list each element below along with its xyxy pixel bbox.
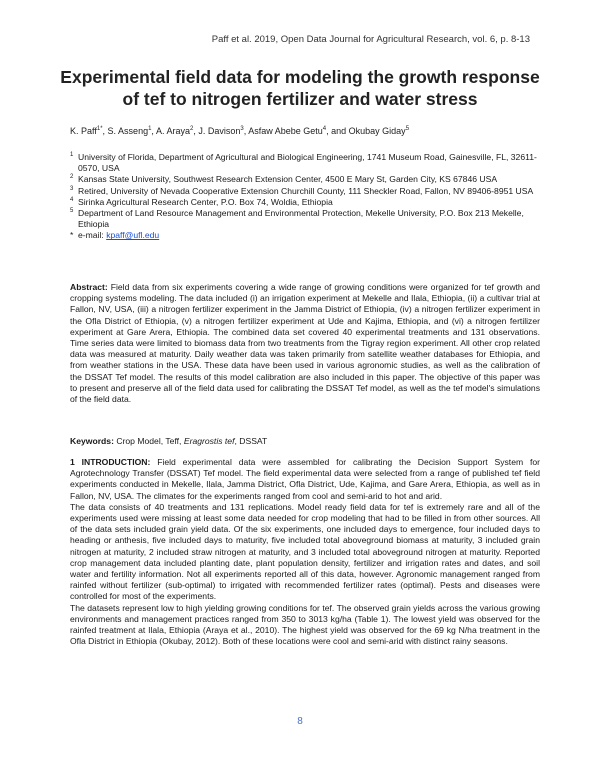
affiliation: 1 University of Florida, Department of Agricultural and Biological Engineering, 1741 Museum Road, Gainesville, FL, 32611-0570, USA xyxy=(70,152,537,174)
paper-title: Experimental field data for modeling the growth response of tef to nitrogen fertilizer and water stress xyxy=(60,67,540,109)
abstract xyxy=(70,282,540,405)
affiliation: 5 Department of Land Resource Management and Environmental Protection, Mekelle University, P.O. Box 213 Mekelle, Ethiopia xyxy=(70,208,524,230)
author: Asfaw Abebe Getu$^4$ xyxy=(248,126,327,136)
section-heading: 1 INTRODUCTION: xyxy=(70,457,151,467)
intro-paragraph: 1 INTRODUCTION: Field experimental data were assembled for calibrating the Decision Support System for Agrotechnology Transfer (DSSAT) Tef model. The field experimental data were selected from a range of published tef field experiments conducted in Mekelle, Ilala, Jamma District, Ofla District, Ude, Kajima, and Gare Arera, Ethiopia, as well as in Fallon, NV, USA. The climates for the experiments ranged from cool and semi-arid to hot and arid. xyxy=(70,457,540,501)
abstract-label: Abstract: xyxy=(70,282,108,292)
affiliation: 3 Retired, University of Nevada Cooperative Extension Churchill County, 111 Sheckler Road, Fallon, NV 89406-8951 USA xyxy=(70,185,534,196)
author: J. Davison$^3$ xyxy=(198,126,244,136)
running-head: Paff et al. 2019, Open Data Journal for Agricultural Research, vol. 6, p. 8-13 xyxy=(211,34,530,45)
page-number: 8 xyxy=(297,716,303,727)
author: A. Araya$^2$ xyxy=(155,126,194,136)
email-link[interactable]: kpaff@ufl.edu xyxy=(106,230,160,241)
keywords: Keywords: Crop Model, Teff, Eragrostis tef, DSSAT xyxy=(70,436,268,446)
abstract-text: Field data from six experiments covering a wide range of growing conditions were organized for tef growth and cropping systems modeling. The data included (i) an irrigation experiment at Mekelle and Ilala, Ethiopia, (ii) a cultivar trial at Fallon, NV, USA, (iii) a nitrogen fertilizer experiment in the Jamma District of Ethiopia, (iv) a nitrogen fertilizer experiment in the Ofla District of Ethiopia, (v) a nitrogen fertilizer experiment at Ude and Kajima, Ethiopia, and (vi) a nitrogen fertilizer experiment at Gare Arera, Ethiopia. The combined data set covered 40 experimental treatments and 131 observations. Time series data were limited to biomass data from two treatments from the Tigray region experiment. All other crop related data was measured at maturity. Daily weather data was taken primarily from satellite weather databases for Ethiopia, and from weather stations in the USA. These data have been used in various agronomic studies, as well as the calibration of the DSSAT Tef model. The results of this model calibration are also included in this paper. The objective of this paper was to present and preserve all of the field data used for calibrating the DSSAT Tef model, as well as the tef model's simulations of the field data. xyxy=(70,282,541,405)
author-list: K. Paff$^{1*}$, S. Asseng$^1$, A. Araya$^2$, J. Davison$^3$, Asfaw Abebe Getu$^4$, and Okubay Giday$^5$ xyxy=(70,126,410,136)
keywords-label: Keywords: xyxy=(70,436,114,446)
introduction-section xyxy=(70,457,540,647)
affiliation-list xyxy=(70,152,540,242)
author: K. Paff$^{1*}$ xyxy=(70,126,103,136)
intro-paragraph: The datasets represent low to high yielding growing conditions for tef. The observed grain yields across the various growing environments and management practices ranged from 350 to 3013 kg/ha (Table 1). The lowest yield was observed for the rainfed treatment at Ilala, Ethiopia (Araya et al., 2010). The highest yield was observed for the 69 kg N/ha treatment in the Ofla District in Ethiopia (Okubay, 2012). Both of these locations were cool and semi-arid with distinct rainy seasons. xyxy=(70,602,540,647)
author: Okubay Giday$^5$ xyxy=(348,126,410,136)
intro-paragraph: The data consists of 40 treatments and 131 replications. Model ready field data for tef is extremely rare and all of the experiments used were missing at least some data needed for crop modeling that had to be filled in from other sources. All of the data sets included grain yield data. Of the six experiments, one included days to emergence, four included days to heading or anthesis, five included days to maturity, five included total aboveground biomass at maturity, 3 included grain nitrogen at maturity, 2 included straw nitrogen at maturity, and 3 included total aboveground nitrogen at maturity. Reported crop management data included planting date, plant population density, fertilizer and irrigation rates and dates, and soil water and fertility information. Not all experiments reported all of this data, however. Agronomic management ranged from rainfed without fertilizer (sub-optimal) to irrigated with recommended fertilizer rates (optimal). Pests and diseases were controlled for most of the experiments. xyxy=(70,501,540,602)
author: S. Asseng$^1$ xyxy=(107,126,152,136)
corresponding-email: * e-mail: kpaff@ufl.edu xyxy=(70,230,160,241)
affiliation: 2 Kansas State University, Southwest Research Extension Center, 4500 E Mary St, Garden City, KS 67846 USA xyxy=(70,174,498,185)
affiliation: 4 Sirinka Agricultural Research Center, P.O. Box 74, Woldia, Ethiopia xyxy=(70,196,333,207)
